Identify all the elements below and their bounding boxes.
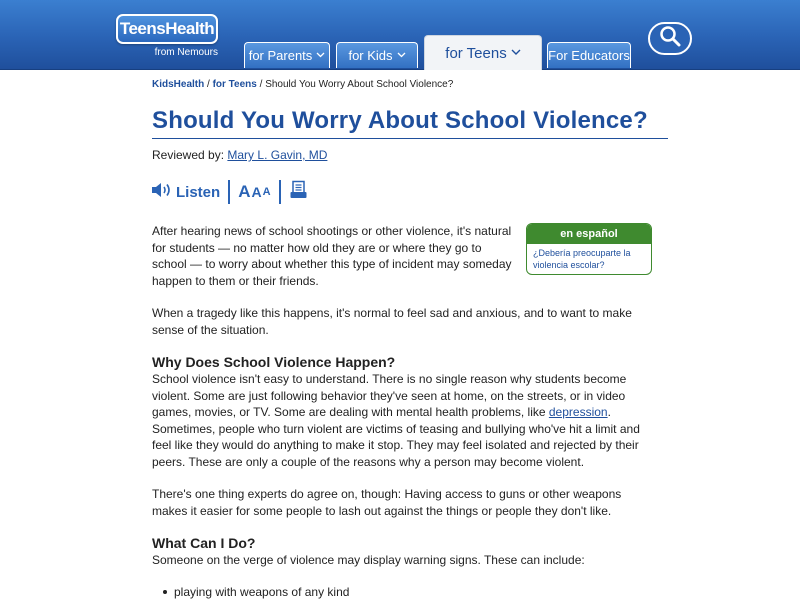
paragraph-warning-signs: Someone on the verge of violence may display warning signs. These can include: [152, 553, 585, 567]
paragraph-why-text: School violence isn't easy to understand. There is no single reason why students become violent. Some are just following behavior they've seen at home, on the streets, or in video games, movies, or TV. Some are dealing with mental health problems, like [152, 372, 627, 419]
breadcrumb [152, 79, 453, 90]
article-tools [150, 180, 309, 204]
tab-label: for Teens [445, 44, 507, 62]
reviewed-label: Reviewed by: [152, 148, 225, 162]
breadcrumb-current: Should You Worry About School Violence? [265, 79, 454, 90]
tab-label: for Kids [348, 48, 393, 63]
site-header [0, 0, 800, 70]
tab-label: for Parents [248, 48, 313, 63]
font-size-button[interactable] [238, 182, 270, 202]
tab-for-parents[interactable] [244, 42, 330, 68]
speaker-icon [150, 181, 172, 203]
chevron-down-icon [397, 50, 406, 61]
espanol-link[interactable]: ¿Debería preocuparte la violencia escolar? [533, 248, 631, 270]
search-button[interactable] [648, 22, 692, 55]
paragraph-weapons: There's one thing experts do agree on, though: Having access to guns or other weapons makes it easier for some people to lash out against the things or people they don't like. [152, 487, 622, 518]
teenshealth-logo[interactable]: TeensHealth [116, 14, 218, 44]
paragraph-why [152, 371, 652, 470]
print-icon [289, 180, 309, 204]
reviewed-by [152, 148, 327, 162]
heading-why-violence: Why Does School Violence Happen? [152, 354, 396, 370]
page-title: Should You Worry About School Violence? [152, 107, 668, 139]
listen-label: Listen [176, 183, 221, 201]
paragraph-why-text-cont: . Sometimes, people who turn violent are victims of teasing and bullying who've hit a limit and feel like they would do anything to make it stop. They may feel isolated and rejected by their peers. These are only a couple of the reasons why a person may become violent. [152, 405, 640, 469]
breadcrumb-separator: / [256, 79, 266, 90]
breadcrumb-for-teens[interactable]: for Teens [212, 79, 257, 90]
tool-divider [228, 180, 230, 204]
tab-for-teens[interactable] [424, 35, 542, 70]
chevron-down-icon [511, 48, 521, 59]
font-size-large: A [238, 182, 251, 201]
list-item: playing with weapons of any kind [174, 585, 350, 599]
breadcrumb-kidshealth[interactable]: KidsHealth [152, 79, 205, 90]
chevron-down-icon [316, 50, 325, 61]
tool-divider [279, 180, 281, 204]
search-icon [659, 25, 681, 52]
listen-button[interactable] [150, 181, 220, 203]
depression-link[interactable]: depression [548, 405, 608, 419]
print-button[interactable] [289, 180, 309, 204]
tab-label: For Educators [548, 48, 630, 63]
breadcrumb-separator: / [204, 79, 213, 90]
tab-for-educators[interactable] [547, 42, 631, 68]
logo-subtitle: from Nemours [154, 47, 218, 58]
paragraph-tragedy: When a tragedy like this happens, it's normal to feel sad and anxious, and to want to make sense of the situation. [152, 306, 632, 337]
font-size-small: A [262, 186, 271, 198]
espanol-heading: en español [527, 224, 651, 244]
paragraph-intro: After hearing news of school shootings or other violence, it's natural for students — no matter how old they are or where they go to school — to worry about whether this type of incident may someday happen to them or their friends. [152, 224, 512, 288]
tab-for-kids[interactable] [336, 42, 418, 68]
heading-what-can-i-do: What Can I Do? [152, 535, 256, 551]
espanol-box [526, 223, 652, 275]
reviewer-link[interactable]: Mary L. Gavin, MD [227, 148, 328, 162]
font-size-medium: A [251, 184, 262, 200]
